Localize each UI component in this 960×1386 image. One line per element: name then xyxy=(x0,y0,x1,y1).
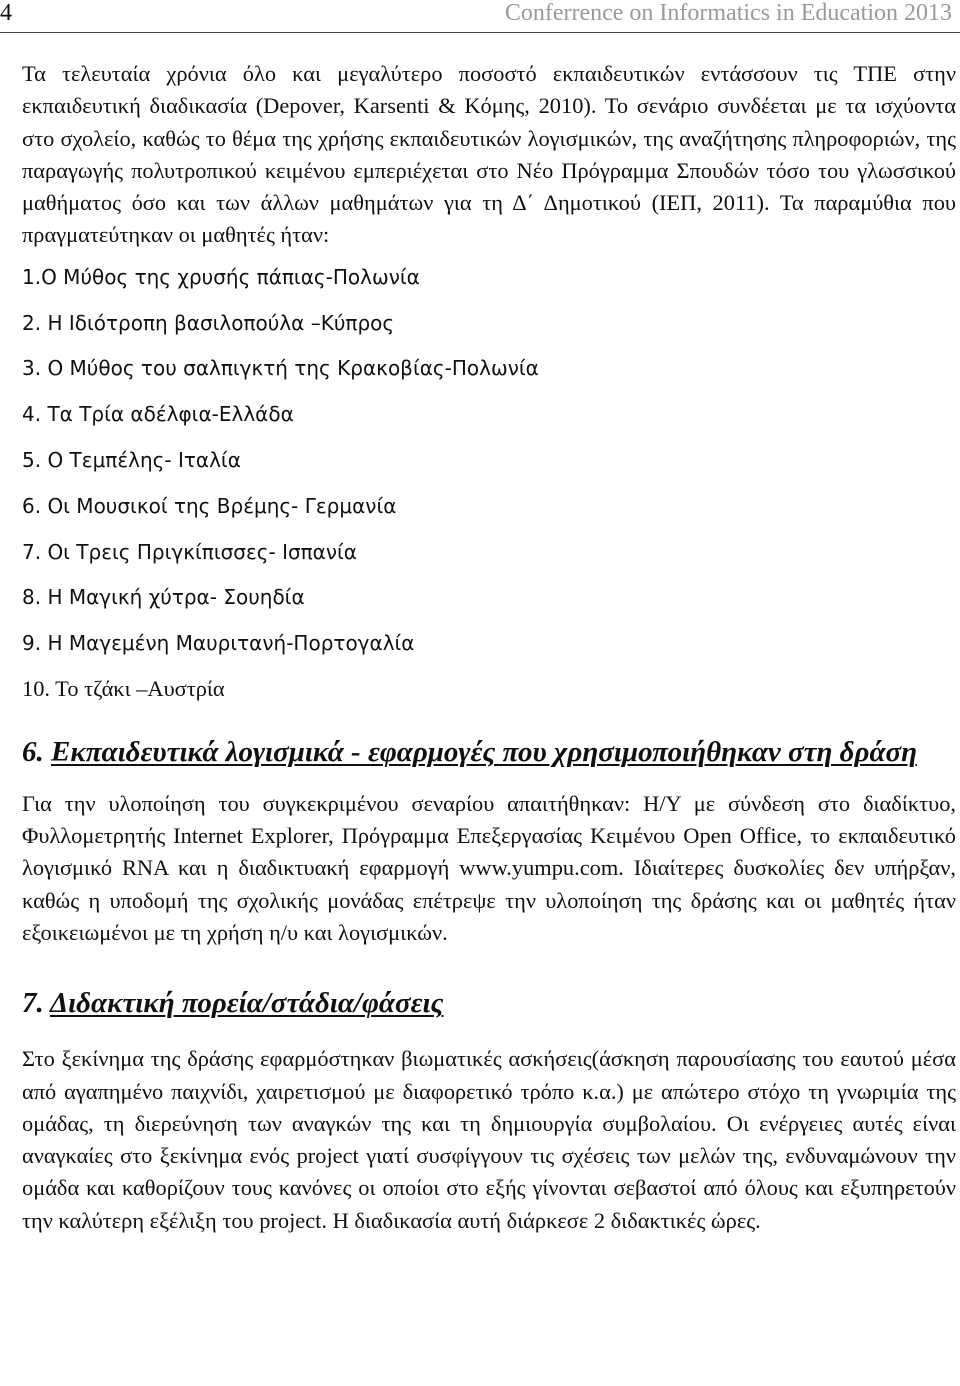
page-number: 4 xyxy=(0,0,12,26)
list-item: 6. Οι Μουσικοί της Βρέμης- Γερμανία xyxy=(22,493,397,518)
section-number: 7. xyxy=(22,987,44,1020)
list-item: 7. Οι Τρεις Πριγκίπισσες- Ισπανία xyxy=(22,539,357,564)
running-head: Conferrence on Informatics in Education 2013 xyxy=(504,0,952,26)
page-body xyxy=(22,58,956,1237)
section-title: Εκπαιδευτικά λογισμικά - εφαρμογές που χρησιμοποιήθηκαν στη δράση xyxy=(51,735,918,768)
page-header xyxy=(0,0,960,32)
section-title: Διδακτική πορεία/στάδια/φάσεις xyxy=(49,987,444,1020)
section-6-paragraph: Για την υλοποίηση του συγκεκριμένου σεναρίου απαιτήθηκαν: Η/Υ με σύνδεση στο διαδίκτυο, Φυλλομετρητής Internet Explorer, Πρόγραμμα Επεξεργασίας Κειμένου Open Office, το εκπαιδευτικό λογισμικό RNA και η διαδικτυακή εφαρμογή www.yumpu.com. Ιδιαίτερες δυσκολίες δεν υπήρξαν, καθώς η υποδομή της σχολικής μονάδας επέτρεψε την υλοποίηση της δράσης και οι μαθητές ήταν εξοικειωμένοι με τη χρήση η/υ και λογισμικών. xyxy=(22,790,956,945)
section-heading-7 xyxy=(22,985,956,1021)
list-item: 4. Τα Τρία αδέλφια-Ελλάδα xyxy=(22,402,294,427)
header-divider xyxy=(0,32,960,33)
intro-paragraph: Τα τελευταία χρόνια όλο και μεγαλύτερο ποσοστό εκπαιδευτικών εντάσσουν τις ΤΠΕ στην εκπαιδευτική διαδικασία (Depover, Karsenti & Κόμης, 2010). Το σενάριο συνδέεται με τα ισχύοντα στο σχολείο, καθώς το θέμα της χρήσης εκπαιδευτικών λογισμικών, της αναζήτησης πληροφοριών, της παραγωγής πολυτροπικού κειμένου εμπεριέχεται στο Νέο Πρόγραμμα Σπουδών τόσο του γλωσσικού μαθήματος όσο και των άλλων μαθημάτων για τη Δ΄ Δημοτικού (ΙΕΠ, 2011). Τα παραμύθια που πραγματεύτηκαν οι μαθητές ήταν: xyxy=(22,61,956,248)
list-item: 9. Η Μαγεμένη Μαυριτανή-Πορτογαλία xyxy=(22,631,415,656)
list-item: 1.Ο Μύθος της χρυσής πάπιας-Πολωνία xyxy=(22,264,420,289)
story-list xyxy=(22,264,956,722)
section-7-paragraph: Στο ξεκίνημα της δράσης εφαρμόστηκαν βιωματικές ασκήσεις(άσκηση παρουσίασης του εαυτού μέσα από αγαπημένο παιχνίδι, χαιρετισμού με διαφορετικό τρόπο κ.α.) με απώτερο στόχο τη γνωριμία της ομάδας, τη διερεύνηση των αναγκών της και τη δημιουργία συμβολαίου. Οι ενέργειες αυτές είναι αναγκαίες στο ξεκίνημα ενός project γιατί συσφίγγουν τις σχέσεις των μελών της, ενδυναμώνουν την ομάδα και καθορίζουν τους κανόνες οι οποίοι στο εξής γίνονται σεβαστοί από όλους και εξυπηρετούν την καλύτερη εξέλιξη του project. Η διαδικασία αυτή διάρκεσε 2 διδακτικές ώρες. xyxy=(22,1046,956,1233)
section-heading-6 xyxy=(22,734,956,770)
list-item: 5. Ο Τεμπέλης- Ιταλία xyxy=(22,447,241,472)
list-item: 10. Το τζάκι –Αυστρία xyxy=(22,675,225,701)
list-item: 2. Η Ιδιότροπη βασιλοπούλα –Κύπρος xyxy=(22,310,395,335)
list-item: 8. Η Μαγική χύτρα- Σουηδία xyxy=(22,585,305,610)
section-number: 6. xyxy=(22,735,44,768)
list-item: 3. Ο Μύθος του σαλπιγκτή της Κρακοβίας-Πολωνία xyxy=(22,356,539,381)
